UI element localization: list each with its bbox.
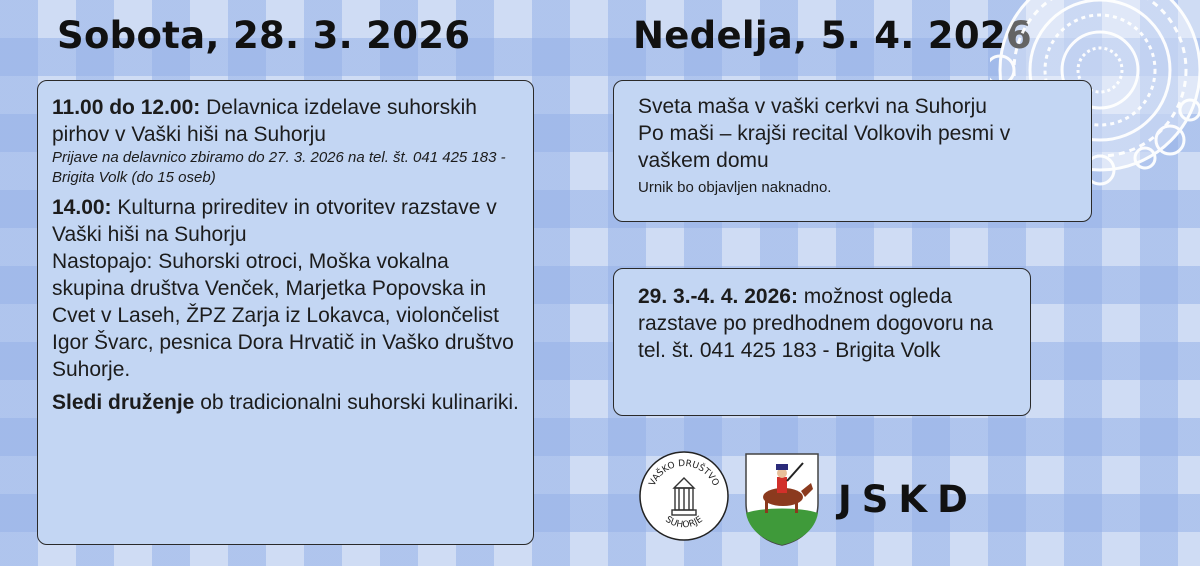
closing-note [52,389,521,416]
exhibition-dates: 29. 3.-4. 4. 2026: [638,285,798,308]
ceremony-entry [52,194,521,383]
recital-text: Po maši – krajši recital Volkovih pesmi v vaškem domu [638,122,1011,172]
jskd-logo: JSKD [838,478,978,521]
mass-text: Sveta maša v vaški cerkvi na Suhorju [638,95,987,118]
vasko-drustvo-logo [638,450,730,542]
sunday-program-card [613,80,1092,222]
registration-note: Prijave na delavnico zbiramo do 27. 3. 2026 na tel. št. 041 425 183 - Brigita Volk (do 15 oseb) [52,149,506,186]
closing-bold: Sledi druženje [52,391,195,414]
saturday-program-card [37,80,534,545]
drustvo-top-text: VAŠKO DRUŠTVO [647,458,721,488]
performers-list: Nastopajo: Suhorski otroci, Moška vokalna skupina društva Venček, Marjetka Popovska in Cvet v Laseh, ŽPZ Zarja iz Lokavca, violončelist Igor Švarc, pesnica Dora Hrvatič in Vaško društvo Suhorje. [52,250,514,381]
sunday-heading: Nedelja, 5. 4. 2026 [633,14,1032,57]
drustvo-bottom-text: SUHORJE [663,514,705,531]
workshop-description: Delavnica izdelave suhorskih pirhov v Vaški hiši na Suhorju [52,96,477,146]
ceremony-description: Kulturna prireditev in otvoritev razstave v Vaški hiši na Suhorju [52,196,497,246]
exhibition-text: možnost ogleda razstave po predhodnem dogovoru na tel. št. 041 425 183 - Brigita Volk [638,285,993,362]
workshop-entry [52,94,521,188]
schedule-note: Urnik bo objavljen naknadno. [638,179,832,196]
closing-text: ob tradicionalni suhorski kulinariki. [200,391,519,414]
ceremony-time: 14.00: [52,196,112,219]
exhibition-card [613,268,1031,416]
workshop-time: 11.00 do 12.00: [52,96,201,119]
saturday-heading: Sobota, 28. 3. 2026 [57,14,471,57]
municipal-crest-logo [743,451,821,547]
